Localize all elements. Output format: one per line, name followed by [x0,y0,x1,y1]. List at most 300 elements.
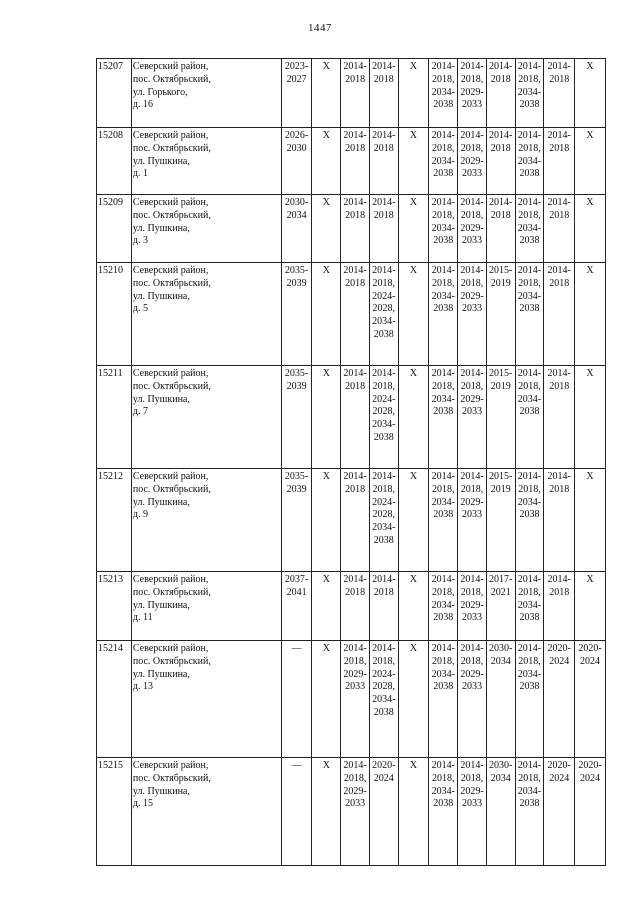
cell-line: 2029- [460,290,484,302]
cell-line: 2024- [372,496,396,508]
cell-line: 2018, [460,142,484,154]
cell-line: 2034- [517,668,542,680]
cell-line: ул. Пушкина, [132,496,190,508]
cell-line: X [586,265,594,276]
table-row [97,572,606,641]
cell-line: 2014- [372,574,396,585]
cell-line: 2018, [372,655,396,667]
cell-period-5 [398,195,429,263]
cell-line: 2024 [580,655,601,667]
cell-line: 2014- [517,760,542,771]
cell-line: 2020- [578,643,602,654]
cell-line: 2034- [431,290,455,302]
cell-period-9 [515,195,544,263]
cell-line: д. 13 [132,681,153,693]
cell-period-2 [312,59,341,128]
cell-period-2 [312,263,341,366]
cell-period-4 [369,263,398,366]
table-row [97,641,606,758]
cell-line: ул. Пушкина, [132,668,190,680]
cell-period-11 [575,469,606,572]
cell-period-4 [369,366,398,469]
cell-line: 2018, [372,483,396,495]
cell-line: Северский район, [132,265,209,276]
cell-line: д. 15 [132,798,153,810]
cell-line: 2033 [462,798,482,810]
cell-record-number: 15207 [97,59,132,128]
cell-period-6 [429,366,458,469]
cell-line: пос. Октябрьский, [132,209,211,221]
cell-line: 2038 [519,681,540,693]
cell-line: 2020- [372,760,396,771]
cell-line: 2014- [517,197,542,208]
cell-line: 2014- [343,643,367,654]
cell-period-10 [544,572,575,641]
cell-line: ул. Горького, [132,86,188,98]
cell-line: 2018, [432,380,455,392]
cell-line: 2018, [518,772,541,784]
cell-line: 2014- [431,471,455,482]
cell-period-5 [398,366,429,469]
cell-line: 2034- [431,86,455,98]
cell-line: 2014- [372,643,396,654]
cell-period-8 [486,128,515,195]
cell-line: 2038 [433,303,454,315]
cell-line: 2034- [372,694,396,706]
cell-line: 2014- [489,197,513,208]
cell-line: 2018 [490,142,511,154]
cell-line: 2024 [549,655,570,667]
cell-line: Северский район, [132,61,209,72]
cell-line: 2038 [373,706,394,718]
cell-line: 2034- [431,393,455,405]
cell-line: 2029- [460,496,484,508]
cell-line: 2020- [578,760,602,771]
cell-line: 2034- [431,785,455,797]
cell-line: ул. Пушкина, [132,155,190,167]
cell-period-2 [312,128,341,195]
cell-line: 2019 [490,483,511,495]
cell-period-1 [281,641,312,758]
table-body [97,59,606,866]
cell-line: 2034- [517,86,542,98]
cell-line: 2018 [345,142,366,154]
cell-line: 2034- [431,668,455,680]
cell-line: X [322,643,330,654]
cell-line: 2018, [460,277,484,289]
cell-line: 2014- [431,760,455,771]
cell-line: 2018 [549,380,570,392]
cell-line: 2034- [517,155,542,167]
cell-line: 2014- [460,760,484,771]
cell-period-4 [369,195,398,263]
cell-line: 2038 [519,406,540,418]
cell-line: 2018 [549,142,570,154]
cell-period-11 [575,263,606,366]
cell-line: 2018 [373,142,394,154]
cell-line: 2023- [284,61,309,72]
cell-line: 2014- [431,368,455,379]
cell-record-number: 15215 [97,758,132,866]
cell-period-8 [486,366,515,469]
cell-period-7 [458,469,487,572]
cell-period-4 [369,758,398,866]
cell-period-11 [575,641,606,758]
cell-line: 2018 [345,277,366,289]
cell-period-11 [575,758,606,866]
cell-line: 2018, [460,586,484,598]
cell-line: 2029- [460,668,484,680]
cell-line: 2018, [432,209,455,221]
cell-line: д. 11 [132,612,153,624]
cell-line: 2014- [431,197,455,208]
cell-line: 2018 [549,73,570,85]
cell-line: 2014- [372,197,396,208]
cell-line: 2018, [432,142,455,154]
cell-line: 2019 [490,380,511,392]
cell-line: 2018, [518,73,541,85]
cell-line: 2018, [372,380,396,392]
cell-period-9 [515,572,544,641]
cell-line: X [409,574,418,585]
cell-period-3 [341,758,370,866]
cell-period-7 [458,195,487,263]
cell-record-number: 15209 [97,195,132,263]
cell-line: 2014- [547,130,571,141]
cell-line: 2018 [373,586,394,598]
cell-line: 2018, [372,277,396,289]
cell-line: 2018, [343,655,367,667]
cell-line: 2038 [519,303,540,315]
cell-line: X [586,130,594,141]
cell-period-6 [429,641,458,758]
cell-line: 2039 [286,380,307,392]
cell-line: Северский район, [132,368,209,379]
cell-record-number: 15208 [97,128,132,195]
cell-period-9 [515,641,544,758]
cell-line: 2038 [433,168,454,180]
cell-line: 2014- [460,130,484,141]
cell-period-8 [486,469,515,572]
cell-period-6 [429,572,458,641]
housing-repair-schedule-table [96,58,606,866]
cell-line: 2018, [460,772,484,784]
cell-line: 2034 [286,209,307,221]
cell-line: 2034- [372,522,396,534]
cell-period-7 [458,572,487,641]
cell-line: 2014- [517,471,542,482]
cell-line: 2035- [284,265,309,276]
cell-address [131,263,281,366]
cell-line: 2014- [372,368,396,379]
cell-line: 2034 [490,655,511,667]
cell-line: 2041 [286,586,307,598]
cell-period-6 [429,195,458,263]
cell-line: 2038 [519,612,540,624]
cell-line: 2014- [460,197,484,208]
cell-line: 2014- [431,61,455,72]
cell-line: 2020- [547,643,571,654]
cell-address [131,366,281,469]
cell-period-2 [312,758,341,866]
cell-line: 2035- [284,368,309,379]
cell-period-11 [575,195,606,263]
cell-period-10 [544,195,575,263]
cell-line: д. 7 [132,406,148,418]
cell-line: 2014- [343,130,367,141]
cell-line: 2014- [517,574,542,585]
cell-line: 2018 [490,73,511,85]
cell-period-5 [398,572,429,641]
cell-line: 2024- [372,393,396,405]
cell-period-3 [341,469,370,572]
cell-line: 2014- [517,130,542,141]
cell-line: д. 5 [132,303,148,315]
cell-period-1 [281,469,312,572]
cell-period-11 [575,366,606,469]
cell-line: 2034- [431,155,455,167]
cell-period-6 [429,128,458,195]
cell-line: 2033 [462,303,482,315]
cell-line: 2029- [460,222,484,234]
cell-line: 2028, [372,509,396,521]
cell-line: Северский район, [132,197,209,208]
cell-line: 2033 [345,798,366,810]
cell-period-7 [458,59,487,128]
cell-line: 2033 [462,168,482,180]
cell-line: 2018, [460,73,484,85]
cell-line: 2014- [547,61,571,72]
cell-line: пос. Октябрьский, [132,483,211,495]
cell-period-3 [341,195,370,263]
cell-line: 2018, [460,209,484,221]
cell-period-3 [341,572,370,641]
cell-record-number: 15211 [97,366,132,469]
cell-line: 2018 [549,586,570,598]
cell-line: 2014- [431,130,455,141]
cell-line: X [409,265,418,276]
cell-line: 2019 [490,277,511,289]
cell-address [131,195,281,263]
cell-line: 2033 [462,235,482,247]
cell-line: 2034- [372,419,396,431]
cell-line: 2024- [372,668,396,680]
cell-period-4 [369,59,398,128]
cell-line: 2018, [432,655,455,667]
cell-line: X [322,574,330,585]
cell-line: 2034- [517,393,542,405]
cell-line: 2038 [433,798,454,810]
cell-line: X [409,760,418,771]
cell-line: 2033 [462,509,482,521]
cell-line: 2014- [517,265,542,276]
cell-period-11 [575,128,606,195]
cell-line: 2014- [343,197,367,208]
cell-period-9 [515,128,544,195]
cell-line: 2038 [519,168,540,180]
cell-period-8 [486,263,515,366]
table-row [97,128,606,195]
cell-line: пос. Октябрьский, [132,277,211,289]
cell-line: 2014- [547,471,571,482]
cell-line: 2014- [343,265,367,276]
cell-line: 2018, [518,586,541,598]
cell-line: 2014- [431,265,455,276]
cell-line: 2038 [433,99,454,111]
cell-line: 2014- [547,265,571,276]
cell-line: 2014- [343,471,367,482]
cell-line: 2015- [489,368,513,379]
cell-line: 2038 [373,534,394,546]
cell-line: 2029- [460,785,484,797]
cell-line: 2034- [517,222,542,234]
cell-line: 2030- [284,197,309,208]
cell-line: пос. Октябрьский, [132,73,211,85]
cell-line: 2018, [432,586,455,598]
cell-line: 2014- [547,368,571,379]
cell-address [131,641,281,758]
cell-period-2 [312,469,341,572]
cell-line: 2034- [517,599,542,611]
cell-line: 2029- [460,155,484,167]
cell-line: 2014- [343,61,367,72]
cell-line: 2038 [373,328,394,340]
cell-period-7 [458,366,487,469]
cell-line: 2014- [343,368,367,379]
cell-line: 2034 [490,772,511,784]
cell-address [131,59,281,128]
cell-line: 2038 [519,99,540,111]
cell-line: 2018 [490,209,511,221]
cell-line: Северский район, [132,760,209,771]
cell-line: ул. Пушкина, [132,785,190,797]
cell-period-7 [458,641,487,758]
cell-line: 2033 [462,99,482,111]
cell-line: 2033 [462,406,482,418]
cell-line: 2018 [345,483,366,495]
cell-period-7 [458,128,487,195]
cell-line: 2033 [462,681,482,693]
cell-line: 2018, [432,73,455,85]
cell-line: 2028, [372,303,396,315]
cell-line: д. 1 [132,168,148,180]
cell-line: 2014- [460,61,484,72]
cell-line: д. 9 [132,509,148,521]
cell-address [131,469,281,572]
cell-line: д. 16 [132,99,153,111]
cell-line: X [322,760,330,771]
cell-line: 2018 [345,73,366,85]
cell-line: 2038 [519,235,540,247]
cell-line: 2030 [286,142,307,154]
cell-line: 2029- [343,785,367,797]
cell-period-3 [341,641,370,758]
cell-line: 2037- [284,574,309,585]
cell-line: 2039 [286,277,307,289]
cell-line: X [322,197,330,208]
cell-period-9 [515,59,544,128]
cell-line: 2034- [517,496,542,508]
cell-period-2 [312,195,341,263]
cell-line: 2034- [372,316,396,328]
table-row [97,59,606,128]
cell-line: 2018 [549,209,570,221]
cell-period-10 [544,263,575,366]
cell-line: X [322,130,330,141]
cell-line: 2038 [433,612,454,624]
cell-line: 2014- [460,368,484,379]
cell-period-4 [369,572,398,641]
cell-record-number: 15214 [97,641,132,758]
cell-period-5 [398,758,429,866]
cell-period-10 [544,641,575,758]
cell-period-1 [281,128,312,195]
cell-line: Северский район, [132,574,209,585]
cell-period-9 [515,366,544,469]
cell-line: 2015- [489,265,513,276]
cell-period-3 [341,59,370,128]
cell-period-6 [429,59,458,128]
cell-line: 2034- [517,785,542,797]
cell-period-8 [486,59,515,128]
cell-line: X [409,368,418,379]
cell-line: 2018, [518,277,541,289]
cell-period-9 [515,758,544,866]
cell-period-2 [312,572,341,641]
cell-line: Северский район, [132,471,209,482]
cell-line: ул. Пушкина, [132,599,190,611]
cell-line: пос. Октябрьский, [132,772,211,784]
cell-record-number: 15210 [97,263,132,366]
cell-period-6 [429,469,458,572]
cell-line: 2018 [345,209,366,221]
cell-period-10 [544,469,575,572]
cell-line: 2028, [372,406,396,418]
table-row [97,263,606,366]
cell-period-8 [486,572,515,641]
cell-line: 2014- [547,197,571,208]
cell-line: 2018, [460,483,484,495]
cell-line: 2024- [372,290,396,302]
cell-line: 2034- [431,222,455,234]
cell-line: 2014- [343,574,367,585]
cell-line: X [322,61,330,72]
cell-line: 2030- [489,760,513,771]
cell-line: 2018, [460,380,484,392]
cell-period-6 [429,758,458,866]
cell-line: 2018 [549,277,570,289]
cell-period-8 [486,195,515,263]
cell-line: X [409,61,418,72]
cell-period-5 [398,59,429,128]
cell-address [131,758,281,866]
cell-line: 2018, [518,142,541,154]
cell-line: X [409,643,418,654]
cell-line: 2034- [431,599,455,611]
cell-line: X [586,197,594,208]
cell-period-2 [312,641,341,758]
cell-line: Северский район, [132,130,209,141]
cell-line: 2014- [372,130,396,141]
cell-period-5 [398,263,429,366]
cell-line: 2018, [343,772,367,784]
cell-line: 2038 [519,798,540,810]
cell-line: 2024 [549,772,570,784]
cell-line: 2014- [372,265,396,276]
cell-period-8 [486,758,515,866]
cell-period-7 [458,263,487,366]
page-number: 1447 [308,22,332,34]
